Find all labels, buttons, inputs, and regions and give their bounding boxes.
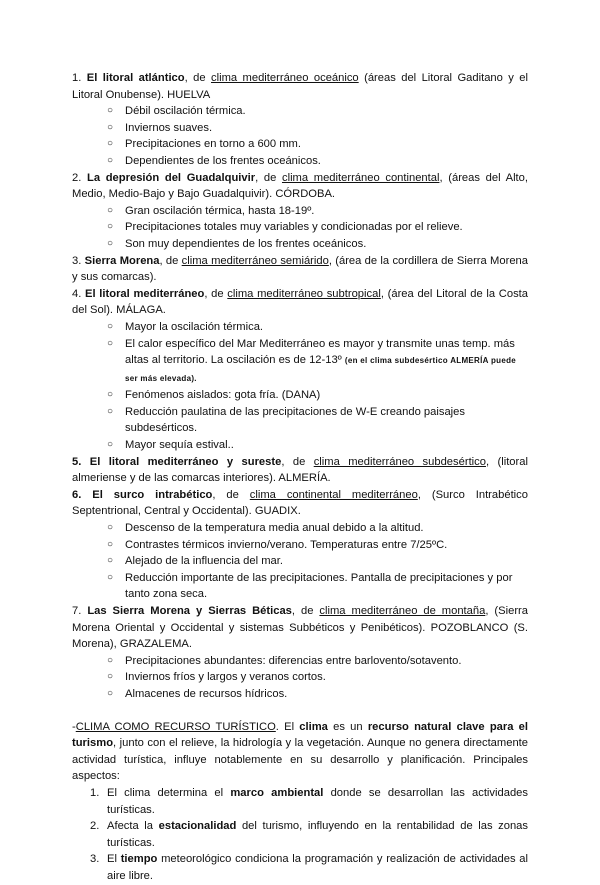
text: meteorológico condiciona la programación y realización de actividades al aire libre.	[107, 853, 528, 882]
item-number: 3.	[90, 853, 100, 866]
section-description: , (área de la cordillera de Sierra Morena y sus comarcas).	[72, 254, 528, 284]
climate-type: clima mediterráneo subdesértico	[313, 455, 486, 468]
bullet-list	[72, 520, 528, 603]
text: , de	[281, 455, 314, 468]
text: estacionalidad	[158, 820, 237, 833]
section-number: 1.	[72, 72, 87, 84]
section-title: . El surco intrabético	[78, 488, 213, 501]
spacer	[72, 703, 528, 719]
section-litoral-sureste	[72, 454, 528, 487]
text: El clima determina el	[107, 786, 231, 799]
section-title: Sierra Morena	[84, 254, 160, 267]
list-item: ○ Reducción importante de las precipitaciones. Pantalla de precipitaciones y por tanto zona seca.	[107, 570, 528, 603]
section-litoral-atlantico	[72, 70, 528, 103]
list-item: ○ Precipitaciones abundantes: diferencias entre barlovento/sotavento.	[107, 653, 528, 670]
text: El	[107, 853, 121, 866]
item-number: 1.	[90, 786, 100, 799]
list-item: ○ Mayor sequía estival..	[107, 437, 528, 454]
text: Afecta la	[107, 820, 159, 833]
list-item: ○ Son muy dependientes de los frentes oceánicos.	[107, 236, 528, 253]
list-item: ○ Contrastes térmicos invierno/verano. Temperaturas entre 7/25ºC.	[107, 537, 528, 554]
section-number: 2.	[72, 171, 87, 184]
section-description: , (áreas del Alto, Medio, Medio-Bajo y Bajo Guadalquivir). CÓRDOBA.	[72, 171, 528, 201]
document-page	[72, 70, 528, 885]
climate-type: clima mediterráneo semiárido	[181, 254, 329, 267]
text: del turismo, influyendo en la rentabilidad de las zonas turísticas.	[107, 820, 529, 849]
text: recurso natural clave para el turismo	[72, 720, 528, 750]
text: , junto con el relieve, la hidrología y la vegetación. Aunque no genera directamente actividad turística, influye notablemente en su desarrollo y planificación. Principales aspectos:	[72, 737, 528, 783]
text: . El	[275, 720, 300, 733]
text: marco ambiental	[230, 786, 324, 799]
climate-type: clima mediterráneo continental	[281, 171, 440, 184]
list-item: ○ Alejado de la influencia del mar.	[107, 553, 528, 570]
numbered-list	[72, 785, 528, 885]
section-description: , (Sierra Morena Oriental y Occidental y sistemas Subbéticos y Penibéticos). POZOBLANCO (S. Morena), GRAZALEMA.	[72, 605, 528, 651]
section-title: El litoral mediterráneo	[85, 287, 205, 300]
list-item: ○ Débil oscilación térmica.	[107, 103, 528, 120]
climate-type: clima mediterráneo de montaña	[319, 605, 486, 617]
list-item-text: El calor específico del Mar Mediterráneo es mayor y transmite unas temp. más altas al territorio. La oscilación es de 12-13º	[125, 337, 515, 367]
section-description: , (Surco Intrabético Septentrional, Central y Occidental). GUADIX.	[72, 488, 528, 518]
section-surco-intrabetico	[72, 487, 528, 520]
section-title: La depresión del Guadalquivir	[87, 171, 256, 184]
list-item: ○ Almacenes de recursos hídricos.	[107, 686, 528, 703]
list-item	[90, 785, 528, 818]
list-item: ○ Descenso de la temperatura media anual debido a la altitud.	[107, 520, 528, 537]
item-number: 2.	[90, 820, 100, 833]
section-description: , (área del Litoral de la Costa del Sol). MÁLAGA.	[72, 287, 529, 317]
bullet-list	[72, 653, 528, 703]
list-item	[90, 851, 528, 884]
section-depresion-guadalquivir	[72, 170, 528, 203]
list-item: ○ Fenómenos aislados: gota fría. (DANA)	[107, 387, 528, 404]
text: donde se desarrollan las actividades turísticas.	[107, 786, 528, 816]
text: , de	[255, 171, 282, 184]
bullet-list	[72, 203, 528, 253]
climate-type: clima continental mediterráneo	[249, 488, 418, 501]
section-sierras-beticas	[72, 603, 528, 653]
section-number: 3.	[72, 254, 85, 267]
text: , de	[291, 605, 320, 617]
text: , de	[184, 72, 212, 84]
section-title: . El litoral mediterráneo y sureste	[78, 455, 282, 468]
list-item: ○ Inviernos fríos y largos y veranos cortos.	[107, 669, 528, 686]
section-number: 6	[72, 488, 79, 501]
list-item-note: (en el clima subdesértico ALMERÍA puede ser más elevada).	[125, 356, 517, 383]
list-item: ○ Precipitaciones totales muy variables y condicionadas por el relieve.	[107, 219, 528, 236]
climate-type: clima mediterráneo oceánico	[211, 72, 359, 84]
list-item: ○ Dependientes de los frentes oceánicos.	[107, 153, 528, 170]
text: tiempo	[120, 853, 158, 866]
list-item: ○ Mayor la oscilación térmica.	[107, 319, 528, 336]
section-number: 5	[72, 455, 79, 468]
text: , de	[159, 254, 182, 267]
section-number: 4.	[72, 287, 86, 300]
section-description: (áreas del Litoral Gaditano y el Litoral Onubense). HUELVA	[72, 72, 528, 101]
section-litoral-mediterraneo	[72, 286, 528, 319]
tourism-heading: CLIMA COMO RECURSO TURÍSTICO	[75, 720, 276, 733]
section-title: Las Sierra Morena y Sierras Béticas	[87, 605, 292, 617]
bullet-list	[72, 103, 528, 169]
section-sierra-morena	[72, 253, 528, 286]
text: -	[72, 720, 76, 733]
list-item	[90, 818, 529, 851]
text: , de	[212, 488, 250, 501]
list-item	[107, 336, 528, 388]
section-description: , (litoral almeriense y de las comarcas interiores). ALMERÍA.	[72, 455, 528, 485]
section-title: El litoral atlántico	[86, 72, 185, 84]
text: clima	[299, 720, 328, 733]
tourism-paragraph	[72, 719, 528, 785]
list-item: ○ Inviernos suaves.	[107, 120, 528, 137]
list-item: ○ Gran oscilación térmica, hasta 18-19º.	[107, 203, 528, 220]
text: es un	[327, 720, 368, 733]
list-item: ○ Precipitaciones en torno a 600 mm.	[107, 136, 528, 153]
text: , de	[204, 287, 228, 300]
list-item: ○ Reducción paulatina de las precipitaciones de W-E creando paisajes subdesérticos.	[107, 404, 528, 437]
section-number: 7.	[72, 605, 88, 617]
bullet-list	[72, 319, 528, 454]
climate-type: clima mediterráneo subtropical	[227, 287, 381, 300]
